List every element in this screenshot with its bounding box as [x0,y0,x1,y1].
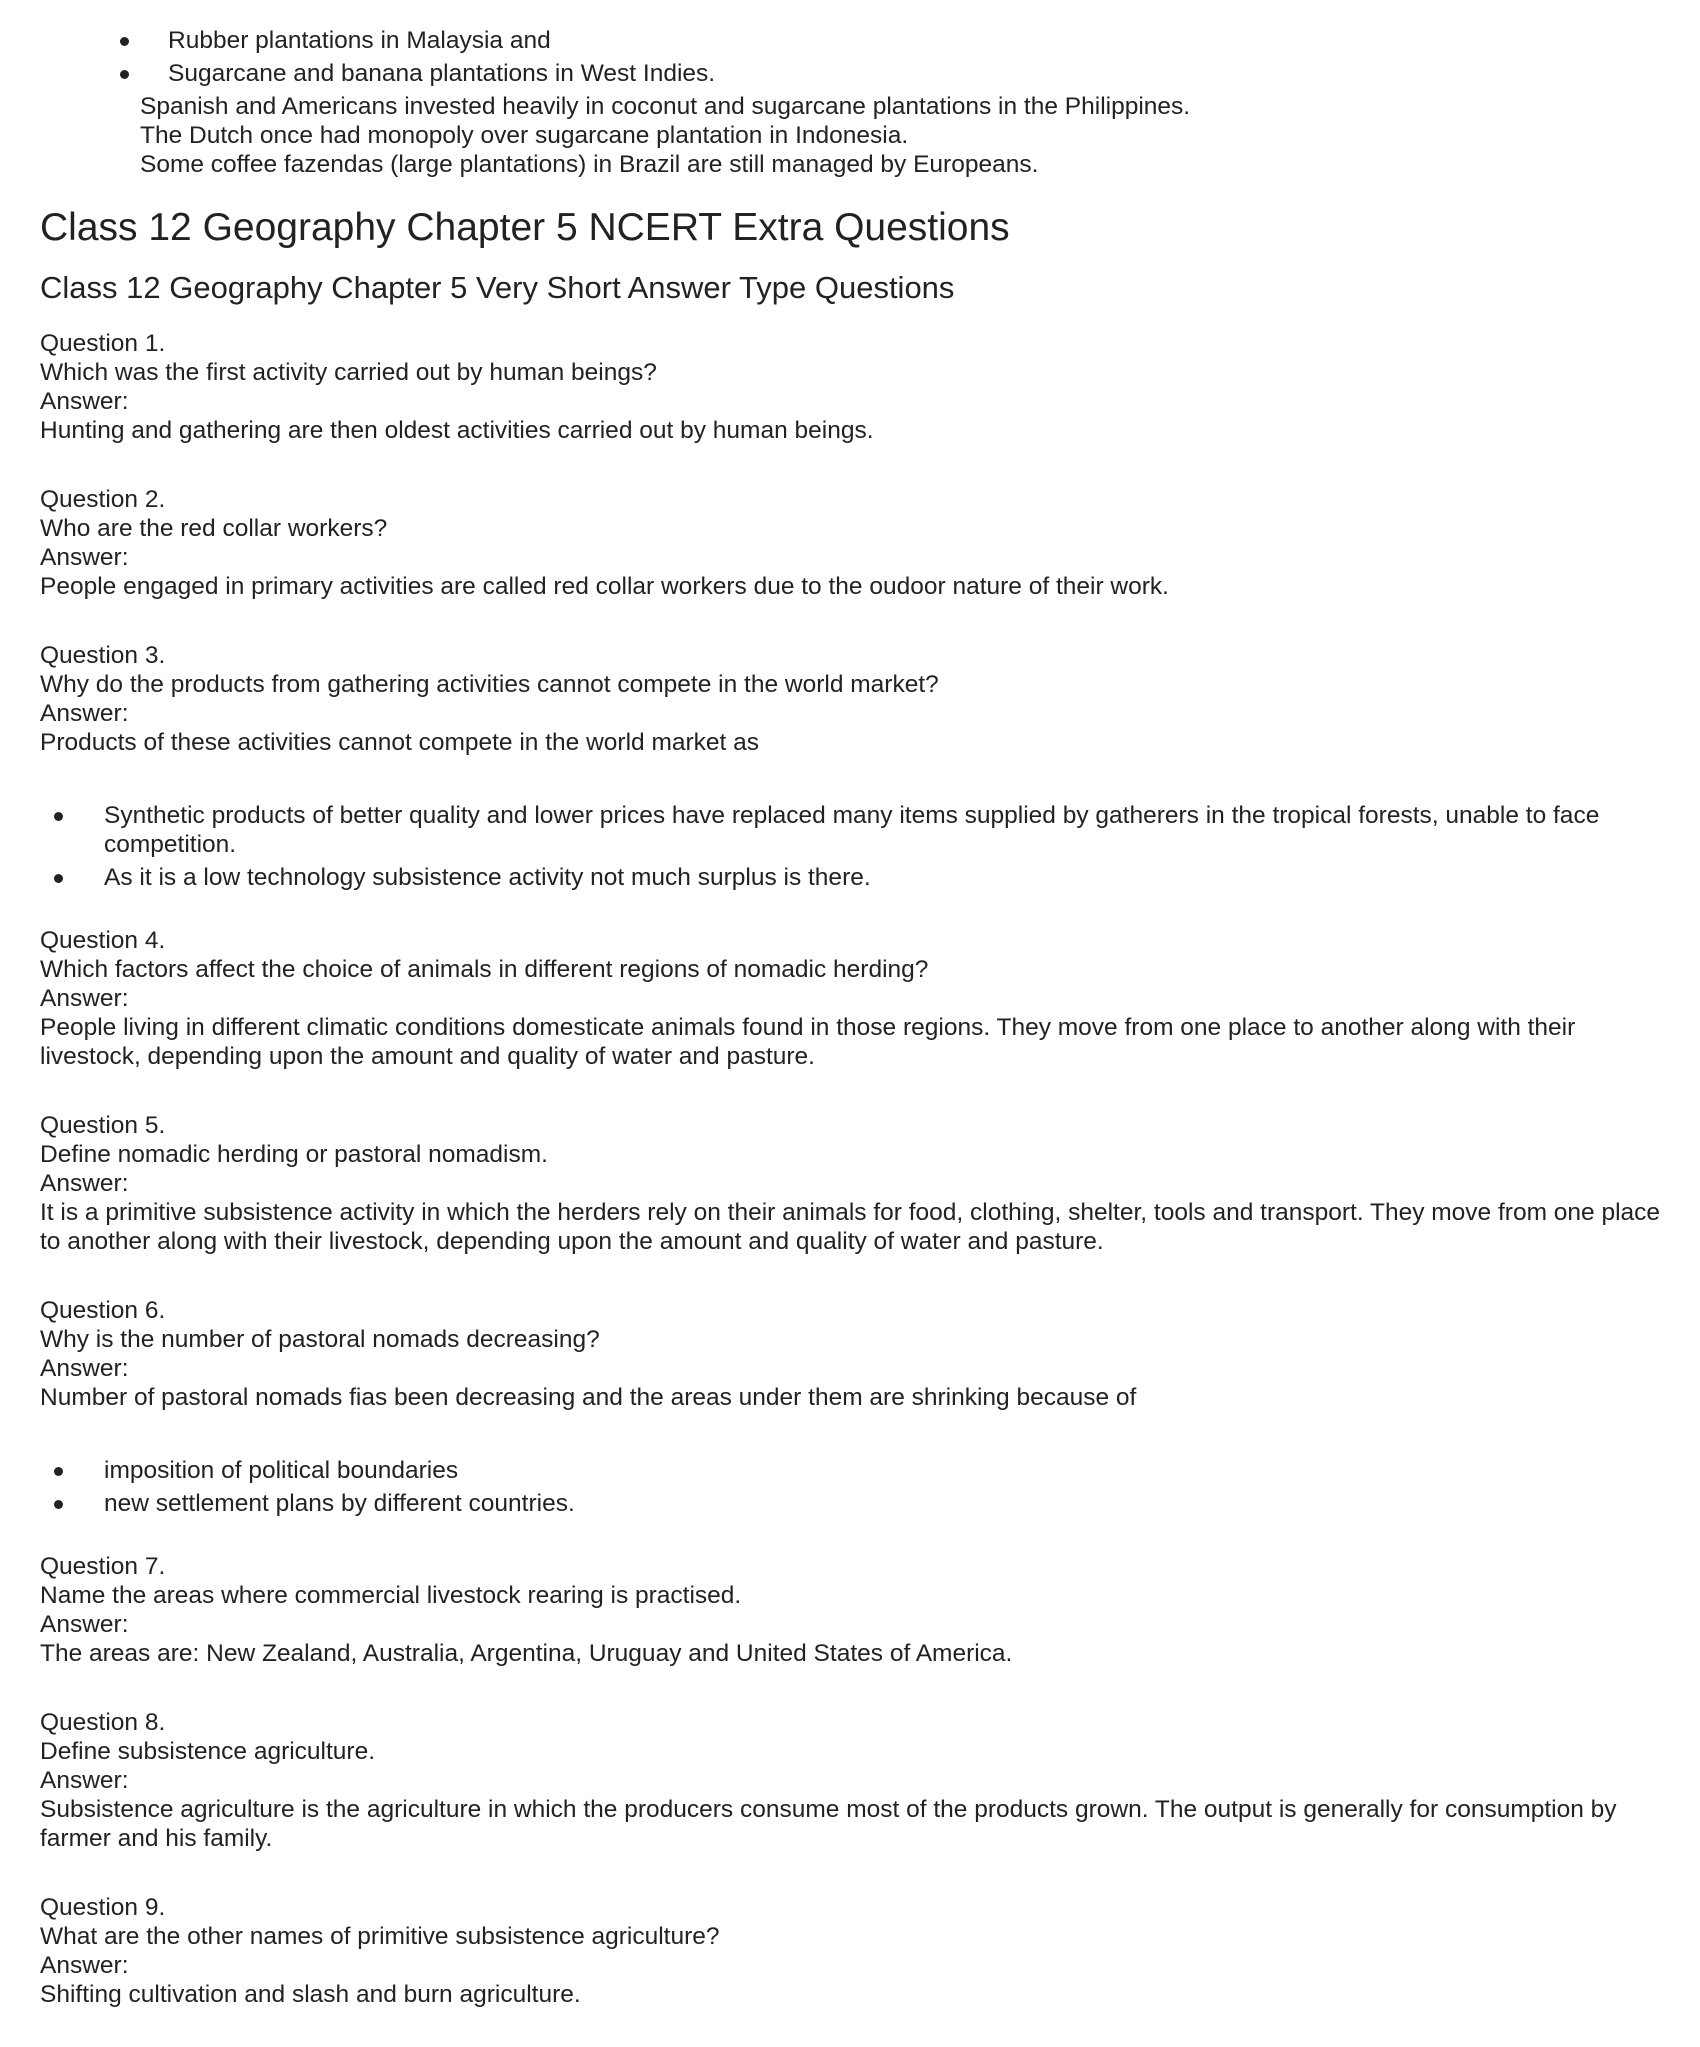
answer-label: Answer: [40,1611,129,1638]
answer-text: The areas are: New Zealand, Australia, Argentina, Uruguay and United States of America. [40,1640,1013,1667]
list-item: Rubber plantations in Malaysia and [120,26,1700,59]
question-block-2 [40,485,1680,601]
bullet-icon [120,70,129,79]
question-label: Question 8. [40,1709,166,1736]
question-block-1 [40,329,1680,445]
list-item: new settlement plans by different countries. [40,1489,1640,1518]
question-label: Question 9. [40,1894,166,1921]
question-block-4 [40,926,1680,1071]
list-item: Synthetic products of better quality and lower prices have replaced many items supplied by gatherers in the tropical forests, unable to face competition. [40,801,1640,859]
answer-label: Answer: [40,1355,129,1382]
list-item: imposition of political boundaries [40,1456,1640,1485]
answer-text: People engaged in primary activities are called red collar workers due to the oudoor nature of their work. [40,573,1169,600]
bullet-icon [120,37,129,46]
answer-label: Answer: [40,544,129,571]
question-block-9 [40,1893,1680,2009]
question-list [40,329,1680,2009]
answer-text: Products of these activities cannot compete in the world market as [40,729,760,756]
answer-label: Answer: [40,700,129,727]
answer-text: Hunting and gathering are then oldest activities carried out by human beings. [40,417,874,444]
intro-line: Spanish and Americans invested heavily in coconut and sugarcane plantations in the Philippines. [140,93,1191,120]
question-label: Question 1. [40,330,166,357]
question-block-6 [40,1296,1680,1518]
question-block-3 [40,641,1680,892]
answer-bullet-list [40,801,1640,892]
question-text: Which factors affect the choice of animals in different regions of nomadic herding? [40,956,929,983]
question-text: Why do the products from gathering activities cannot compete in the world market? [40,671,939,698]
intro-line: Some coffee fazendas (large plantations) in Brazil are still managed by Europeans. [140,151,1039,178]
answer-label: Answer: [40,1767,129,1794]
question-text: Which was the first activity carried out by human beings? [40,359,657,386]
list-item: As it is a low technology subsistence activity not much surplus is there. [40,863,1640,892]
intro-line: The Dutch once had monopoly over sugarcane plantation in Indonesia. [140,122,909,149]
answer-text: Subsistence agriculture is the agriculture in which the producers consume most of the products grown. The output is generally for consumption by farmer and his family. [40,1796,1617,1852]
bullet-icon [54,874,63,883]
question-block-8 [40,1708,1680,1853]
question-label: Question 3. [40,642,166,669]
question-text: Name the areas where commercial livestock rearing is practised. [40,1582,742,1609]
answer-label: Answer: [40,985,129,1012]
question-text: Define nomadic herding or pastoral nomadism. [40,1141,548,1168]
list-item: Sugarcane and banana plantations in West Indies. [120,59,1700,92]
bullet-icon [54,812,63,821]
intro-bullet-list [120,26,1700,92]
question-text: Define subsistence agriculture. [40,1738,376,1765]
answer-text: It is a primitive subsistence activity in which the herders rely on their animals for food, clothing, shelter, tools and transport. They move from one place to another along with their livestock, depending upon the amount and quality of water and pasture. [40,1199,1661,1255]
question-label: Question 6. [40,1297,166,1324]
answer-label: Answer: [40,1952,129,1979]
question-label: Question 7. [40,1553,166,1580]
question-label: Question 5. [40,1112,166,1139]
page-heading: Class 12 Geography Chapter 5 NCERT Extra Questions [40,206,1010,249]
answer-text: People living in different climatic conditions domesticate animals found in those regions. They move from one place to another along with their livestock, depending upon the amount and quality of water and pasture. [40,1014,1576,1070]
question-text: Who are the red collar workers? [40,515,388,542]
question-block-5 [40,1111,1680,1256]
question-block-7 [40,1552,1680,1668]
answer-label: Answer: [40,388,129,415]
answer-text: Number of pastoral nomads fias been decreasing and the areas under them are shrinking because of [40,1384,1137,1411]
question-text: Why is the number of pastoral nomads decreasing? [40,1326,600,1353]
question-label: Question 4. [40,927,166,954]
bullet-icon [54,1500,63,1509]
question-text: What are the other names of primitive subsistence agriculture? [40,1923,720,1950]
section-heading: Class 12 Geography Chapter 5 Very Short Answer Type Questions [40,270,955,305]
question-label: Question 2. [40,486,166,513]
answer-text: Shifting cultivation and slash and burn agriculture. [40,1981,581,2008]
answer-bullet-list [40,1456,1640,1518]
answer-label: Answer: [40,1170,129,1197]
intro-lines [140,92,1700,179]
bullet-icon [54,1467,63,1476]
